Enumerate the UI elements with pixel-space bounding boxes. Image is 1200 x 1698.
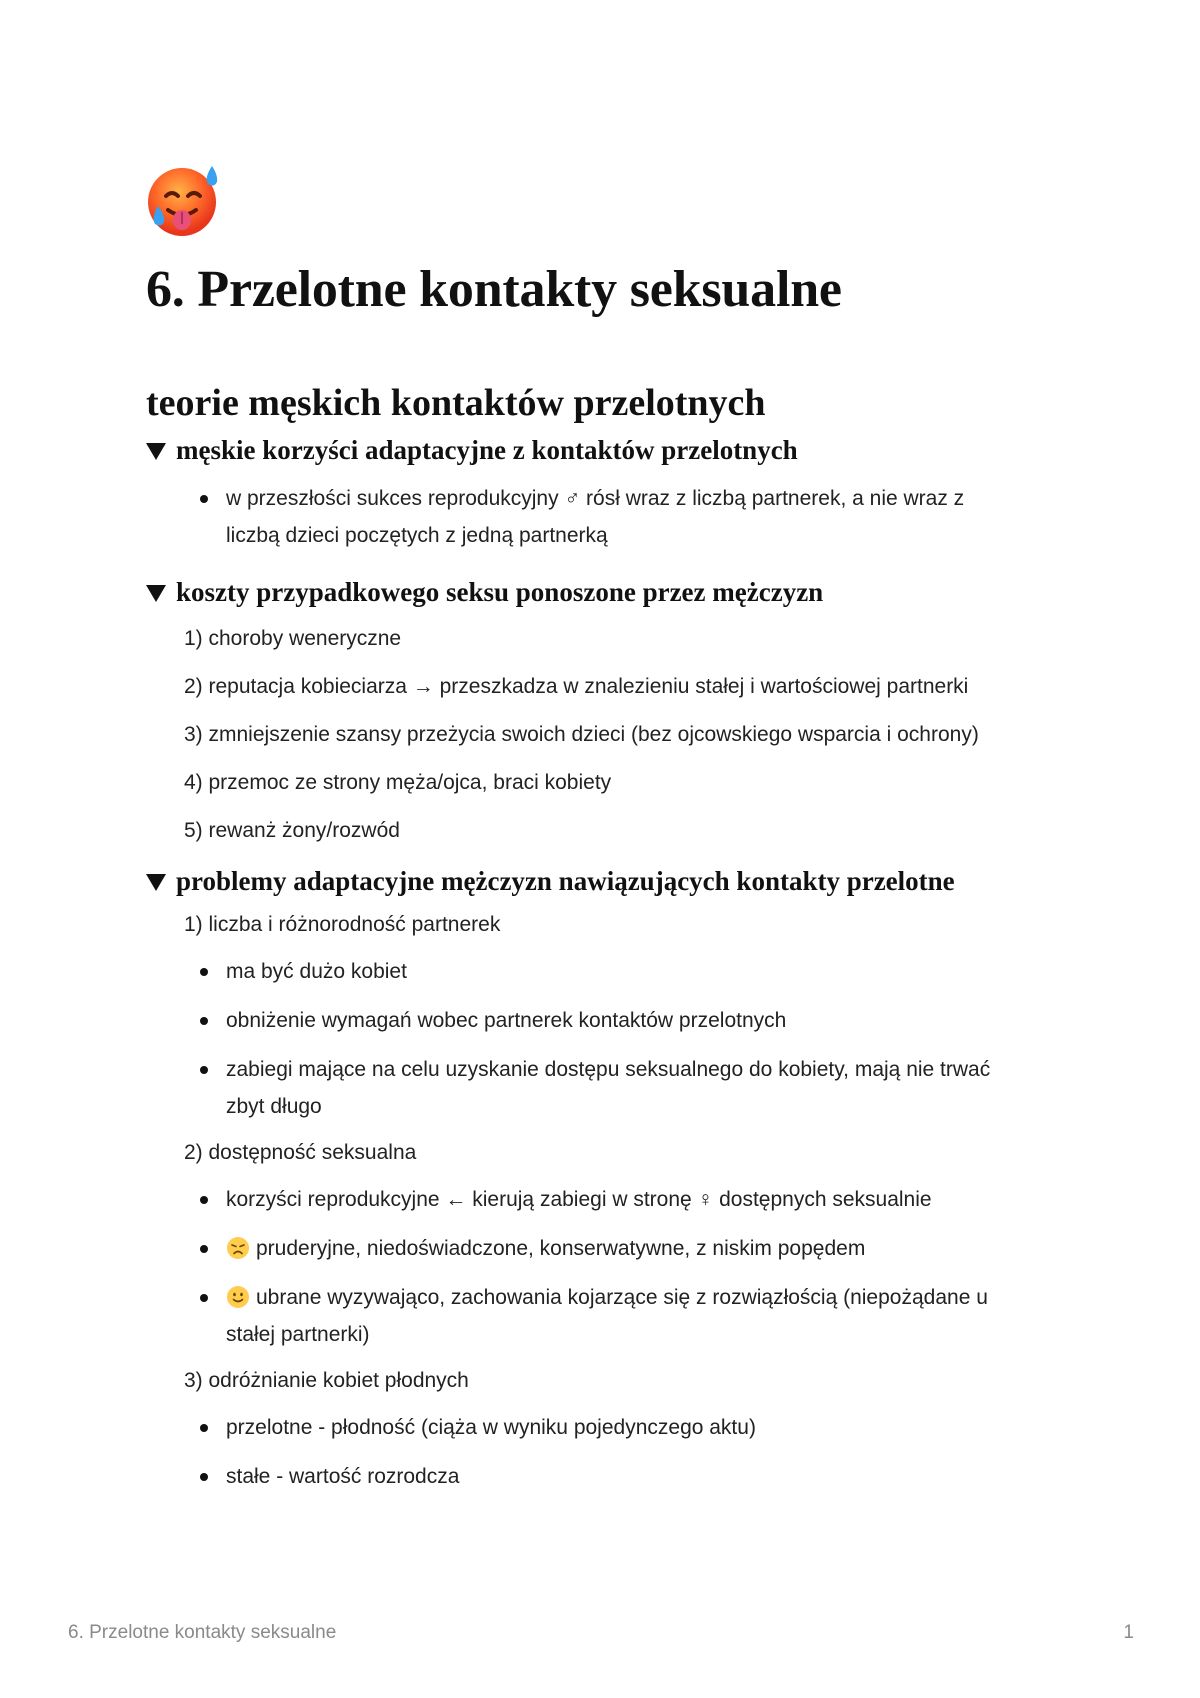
list-item-text: stałej partnerki) (226, 1323, 370, 1346)
toggle-korzysci[interactable] (146, 434, 1066, 466)
toggle-title: koszty przypadkowego seksu ponoszone przez mężczyzn (176, 577, 824, 607)
list-item-text: korzyści reprodukcyjne ← kierują zabiegi w stronę ♀ dostępnych seksualnie (226, 1188, 932, 1211)
toggle-triangle-icon[interactable] (146, 443, 166, 460)
footer-title: 6. Przelotne kontakty seksualne (68, 1622, 337, 1643)
toggle-title: męskie korzyści adaptacyjne z kontaktów przelotnych (176, 435, 798, 465)
slightly-smiling-face-icon (226, 1285, 250, 1309)
bullet-icon (200, 968, 208, 976)
bullet-icon (200, 1424, 208, 1432)
bullet-icon (200, 1066, 208, 1074)
numbered-item: 2) reputacja kobieciarza → przeszkadza w znalezieniu stałej i wartościowej partnerki (184, 675, 969, 698)
list-item (146, 1279, 1066, 1353)
bullet-icon (200, 1245, 208, 1253)
list-item (146, 480, 1066, 554)
list-item-text: pruderyjne, niedoświadczone, konserwatywne, z niskim popędem (256, 1237, 866, 1260)
list-item-text: obniżenie wymagań wobec partnerek kontaktów przelotnych (226, 1009, 787, 1032)
list-item-text: przelotne - płodność (ciąża w wyniku pojedynczego aktu) (226, 1416, 756, 1439)
toggle-triangle-icon[interactable] (146, 874, 166, 891)
list-item-text: zbyt długo (226, 1095, 322, 1118)
list-item (146, 1230, 1066, 1267)
toggle-triangle-icon[interactable] (146, 585, 166, 602)
list-item (146, 1458, 1066, 1495)
list-item-text: w przeszłości sukces reprodukcyjny ♂ rósł wraz z liczbą partnerek, a nie wraz z (226, 487, 965, 510)
hot-face-emoji-icon (142, 160, 232, 240)
toggle-koszty[interactable] (146, 576, 1066, 608)
list-item-text: ma być dużo kobiet (226, 960, 407, 983)
list-item (146, 1002, 1066, 1039)
list-item-text: liczbą dzieci poczętych z jedną partnerką (226, 524, 608, 547)
list-item (146, 1051, 1066, 1125)
numbered-item: 1) choroby weneryczne (184, 627, 402, 650)
list-item (146, 1409, 1066, 1446)
numbered-item: 5) rewanż żony/rozwód (184, 819, 400, 842)
bullet-icon (200, 1196, 208, 1204)
bullet-icon (200, 1017, 208, 1025)
bullet-icon (200, 495, 208, 503)
bullet-icon (200, 1294, 208, 1302)
list-item-text: ubrane wyzywająco, zachowania kojarzące się z rozwiązłością (niepożądane u (256, 1286, 988, 1309)
page-title: 6. Przelotne kontakty seksualne (146, 261, 842, 318)
document-page (146, 160, 1066, 1495)
bullet-icon (200, 1473, 208, 1481)
toggle-problemy[interactable] (146, 865, 1066, 897)
numbered-item: 4) przemoc ze strony męża/ojca, braci kobiety (184, 771, 612, 794)
list-item-text: zabiegi mające na celu uzyskanie dostępu seksualnego do kobiety, mają nie trwać (226, 1058, 991, 1081)
list-item (146, 953, 1066, 990)
numbered-item: 1) liczba i różnorodność partnerek (184, 913, 501, 936)
page-footer (68, 1622, 1134, 1644)
toggle-title: problemy adaptacyjne mężczyzn nawiązujących kontakty przelotne (176, 866, 955, 896)
numbered-item: 3) odróżnianie kobiet płodnych (184, 1369, 469, 1392)
disappointed-face-icon (226, 1236, 250, 1260)
numbered-item: 3) zmniejszenie szansy przeżycia swoich dzieci (bez ojcowskiego wsparcia i ochrony) (184, 723, 979, 746)
section-heading: teorie męskich kontaktów przelotnych (146, 382, 766, 424)
page-number: 1 (1123, 1622, 1134, 1643)
list-item-text: stałe - wartość rozrodcza (226, 1465, 460, 1488)
list-item (146, 1181, 1066, 1218)
numbered-item: 2) dostępność seksualna (184, 1141, 417, 1164)
